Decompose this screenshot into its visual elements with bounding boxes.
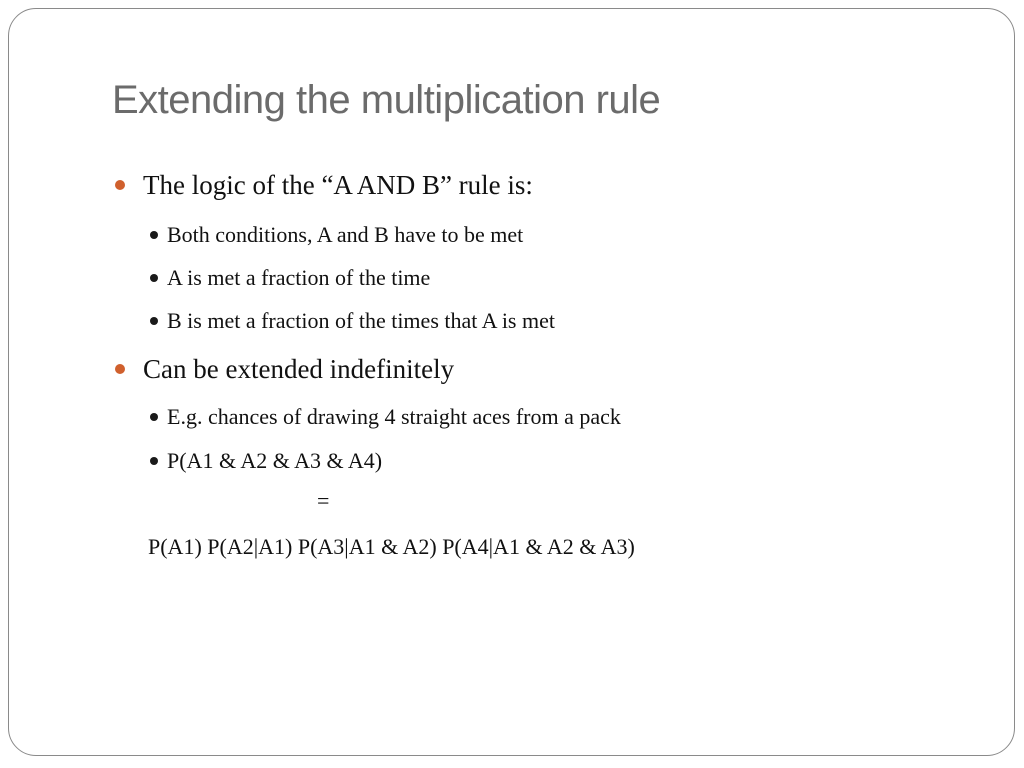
sub-bullet-text: P(A1 & A2 & A3 & A4) — [167, 448, 383, 473]
slide-title: Extending the multiplication rule — [112, 78, 661, 122]
sub-bullet-dot-icon — [150, 317, 158, 325]
sub-bullet-text: B is met a fraction of the times that A is met — [167, 308, 555, 333]
sub-bullet-item — [150, 448, 382, 474]
sub-bullet-dot-icon — [150, 457, 158, 465]
bullet-item — [115, 354, 454, 385]
equals-sign: = — [317, 488, 330, 513]
bullet-item — [115, 170, 533, 201]
sub-bullet-item — [150, 265, 430, 291]
bullet-text: Can be extended indefinitely — [143, 354, 455, 384]
sub-bullet-dot-icon — [150, 413, 158, 421]
bullet-dot-icon — [115, 364, 125, 374]
sub-bullet-dot-icon — [150, 274, 158, 282]
sub-bullet-item — [150, 404, 621, 430]
sub-bullet-text: Both conditions, A and B have to be met — [167, 222, 524, 247]
sub-bullet-dot-icon — [150, 231, 158, 239]
sub-bullet-item — [150, 308, 555, 334]
expansion-formula: P(A1) P(A2|A1) P(A3|A1 & A2) P(A4|A1 & A2 & A3) — [148, 534, 635, 559]
sub-bullet-text: A is met a fraction of the time — [167, 265, 431, 290]
sub-bullet-item — [150, 222, 523, 248]
sub-bullet-text: E.g. chances of drawing 4 straight aces from a pack — [167, 404, 621, 429]
bullet-text: The logic of the “A AND B” rule is: — [143, 170, 533, 200]
bullet-dot-icon — [115, 180, 125, 190]
